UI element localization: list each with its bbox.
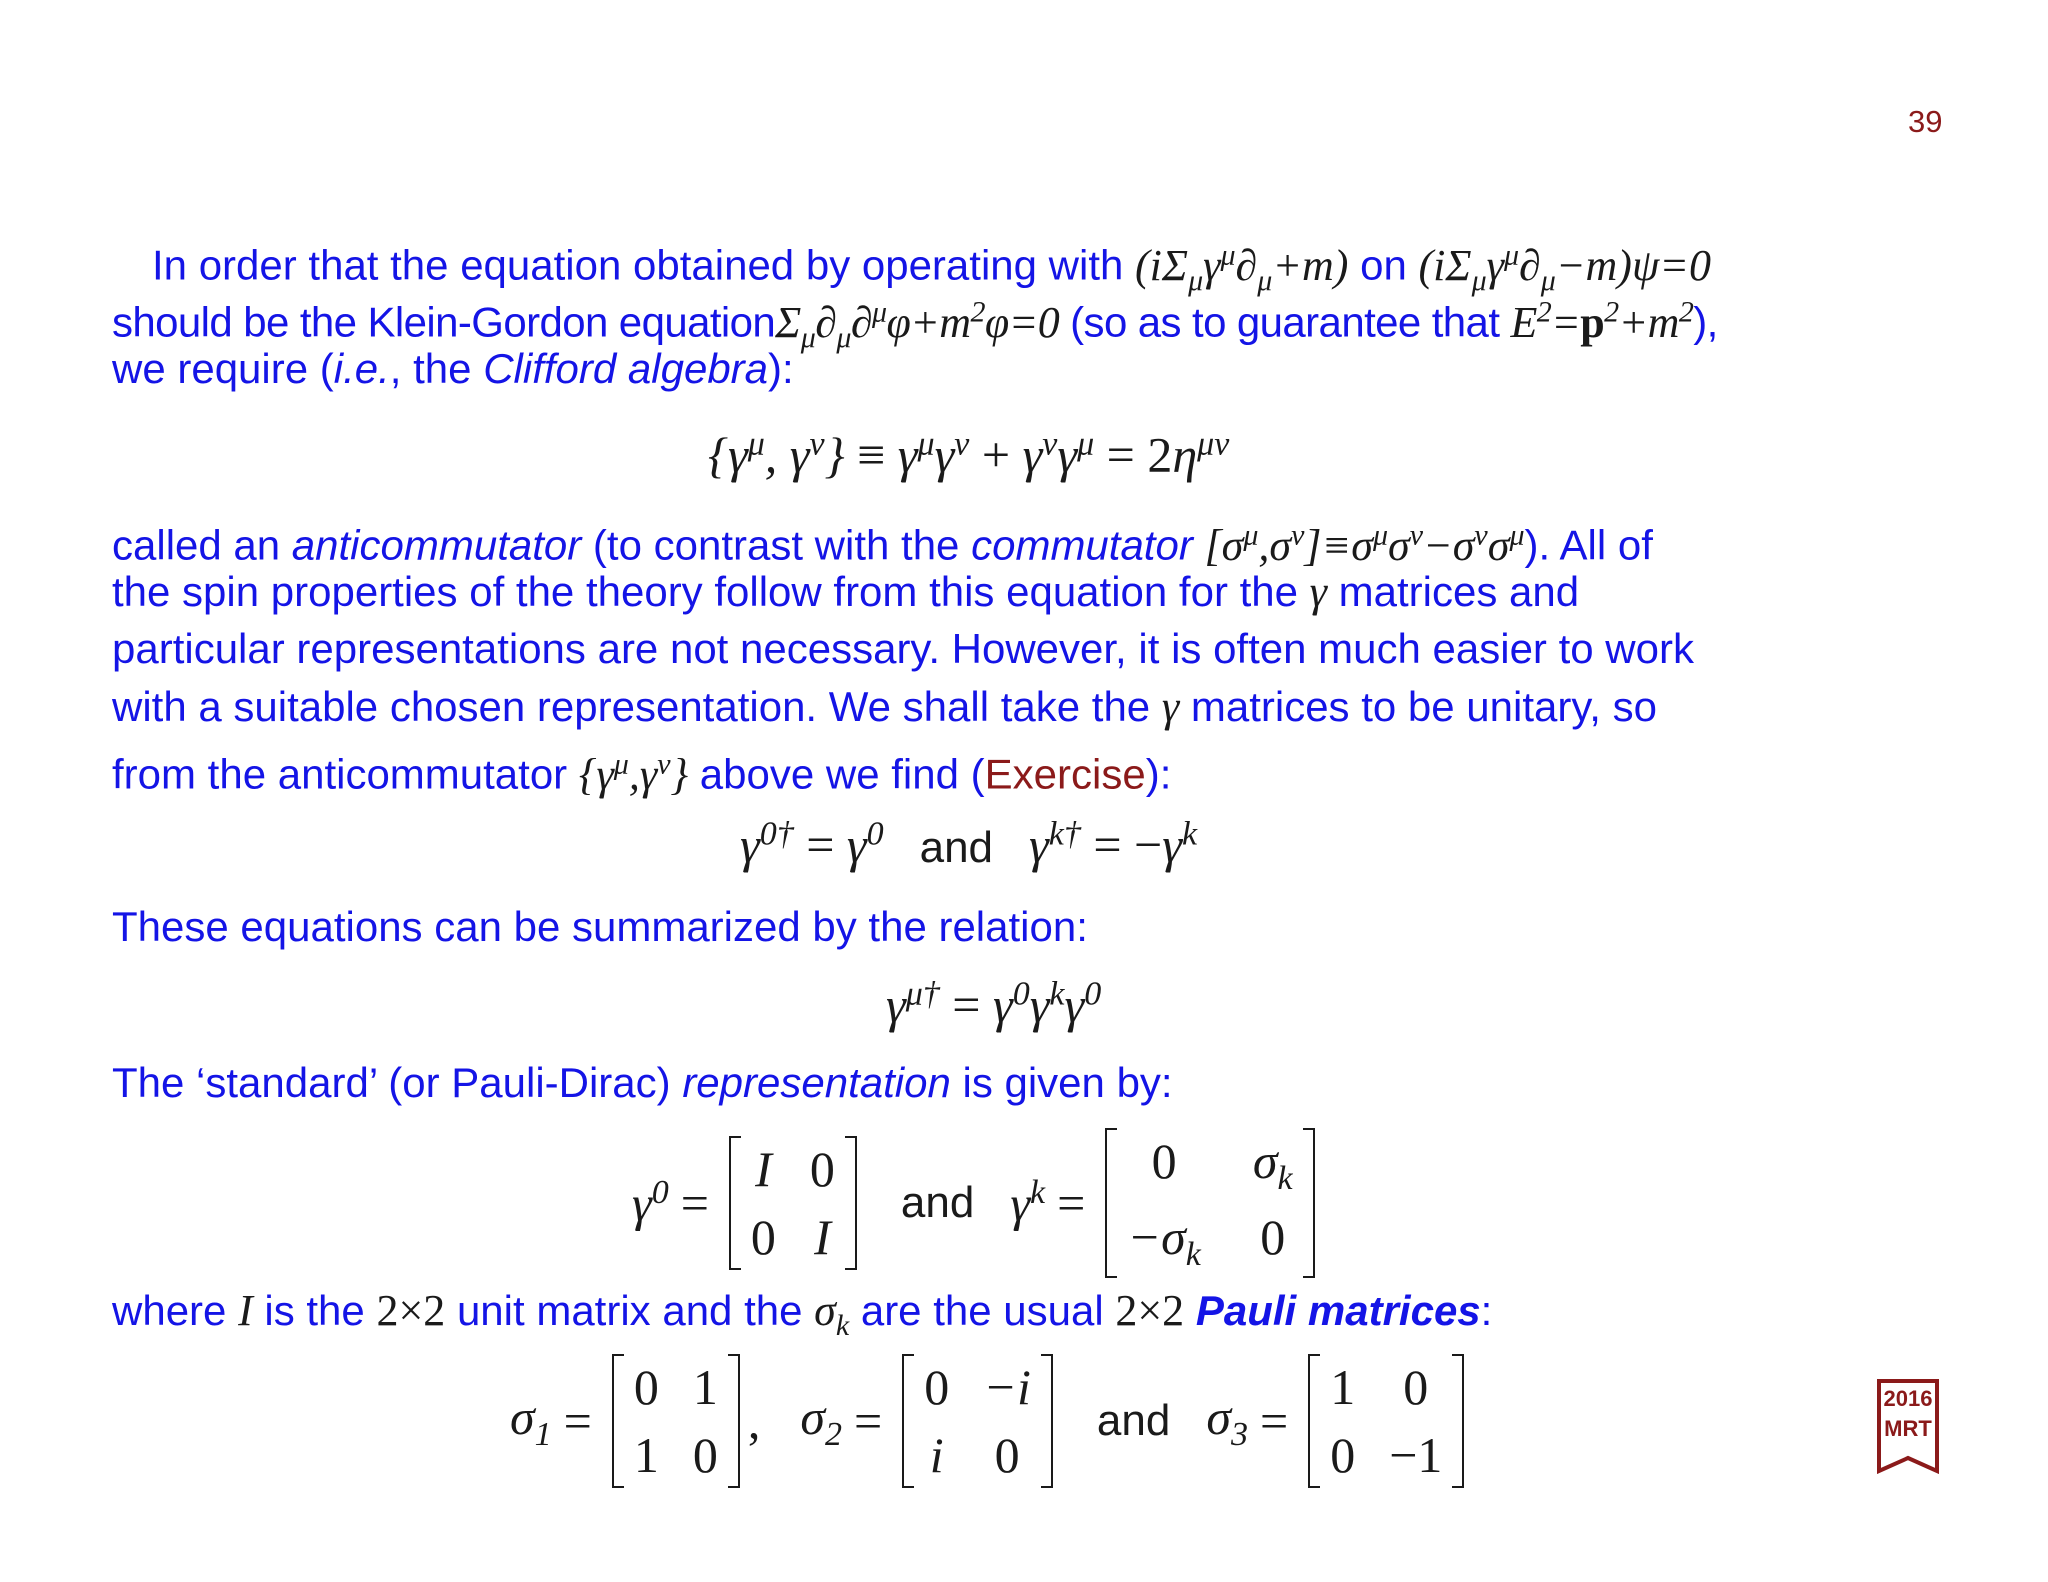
summary-relation: $\gamma^{\mu\dagger} = \gamma^0\gamma^k\gamma^0$ <box>886 975 1102 1033</box>
para2-line2: the spin properties of the theory follow from this equation for the γ matrices and <box>112 567 1580 616</box>
badge-initials: MRT <box>1884 1416 1932 1441</box>
sigma1-matrix: 0 1 1 0 <box>612 1354 740 1488</box>
text: In order that the equation obtained by operating with <box>152 241 1136 289</box>
text: (so as to guarantee that <box>1059 298 1511 346</box>
math-klein-gordon: $\Sigma_\mu\partial_\mu\partial^\mu\varphi+m^2\varphi=0$ <box>775 295 1060 354</box>
badge-year: 2016 <box>1883 1386 1933 1411</box>
math-anticommutator-inline: $\{\gamma^\mu,\gamma^\nu\}$ <box>578 747 689 799</box>
para2-line4: with a suitable chosen representation. We shall take the γ matrices to be unitary, so <box>112 682 1657 731</box>
sigma3-matrix: 1 0 0 −1 <box>1308 1354 1464 1488</box>
and-word: and <box>919 822 994 872</box>
unitarity-equations: $\gamma^{0\dagger} = \gamma^0$ and $\gamma^{k\dagger} = -\gamma^k$ <box>740 815 1198 873</box>
math-dirac-equation: $(i\Sigma_\mu\gamma^\mu\partial_\mu-m)\psi=0$ <box>1418 238 1711 297</box>
and-word: and <box>1096 1396 1171 1445</box>
sigma2-matrix: 0 −i i 0 <box>902 1354 1053 1488</box>
gamma0-matrix: I 0 0 I <box>729 1136 857 1270</box>
text: ), <box>1693 298 1718 346</box>
math-energy-relation: $E^2=p^2+m^2$ <box>1510 295 1694 347</box>
para3: These equations can be summarized by the relation: <box>112 903 1088 950</box>
math-operator-plus: $(i\Sigma_\mu\gamma^\mu\partial_\mu+m)$ <box>1135 238 1349 297</box>
pauli-matrices: $\sigma_1$ = 0 1 1 0 , $\sigma_2$ = 0 −i i 0 and $\sigma_3$ = 1 0 0 −1 <box>510 1354 1472 1488</box>
exercise-label: Exercise <box>984 750 1146 798</box>
and-word: and <box>900 1178 975 1227</box>
text: on <box>1348 241 1419 289</box>
standard-representation: $\gamma^0$ = I 0 0 I and $\gamma^k$ = 0 $\sigma_k$ $-\sigma_k$ 0 <box>632 1128 1323 1278</box>
para5: where I is the 2×2 unit matrix and the $\sigma_k$ are the usual 2×2 Pauli matrices: <box>112 1286 1493 1342</box>
page-number: 39 <box>1908 104 1943 139</box>
math-commutator: $[\sigma^\mu,\sigma^\nu]\equiv\sigma^\mu\sigma^\nu-\sigma^\nu\sigma^\mu$ <box>1204 518 1525 570</box>
gammak-matrix: 0 $\sigma_k$ $-\sigma_k$ 0 <box>1105 1128 1314 1278</box>
para4: The ‘standard’ (or Pauli-Dirac) representation is given by: <box>112 1059 1173 1106</box>
para1-line3: we require (i.e., the Clifford algebra): <box>112 345 794 392</box>
text: should be the Klein-Gordon equation <box>112 298 776 346</box>
para2-line3: particular representations are not necessary. However, it is often much easier to work <box>112 625 1694 672</box>
mrt-2016-badge-icon <box>1876 1378 1940 1474</box>
anticommutator-equation: {$\gamma^\mu$, $\gamma^\nu\} \equiv \gamma^\mu\gamma^\nu + \gamma^\nu\gamma^\mu = 2\eta^{\mu\nu}$ <box>708 425 1230 483</box>
para2-line1: called an anticommutator (to contrast with the commutator $[\sigma^\mu,\sigma^\nu]\equiv\sigma^\mu\sigma^\nu-\sigma^\nu\sigma^\mu$). All of <box>112 518 1653 570</box>
para2-line5: from the anticommutator $\{\gamma^\mu,\gamma^\nu\}$ above we find (Exercise): <box>112 747 1172 799</box>
pauli-matrices-term: Pauli matrices <box>1195 1287 1481 1334</box>
